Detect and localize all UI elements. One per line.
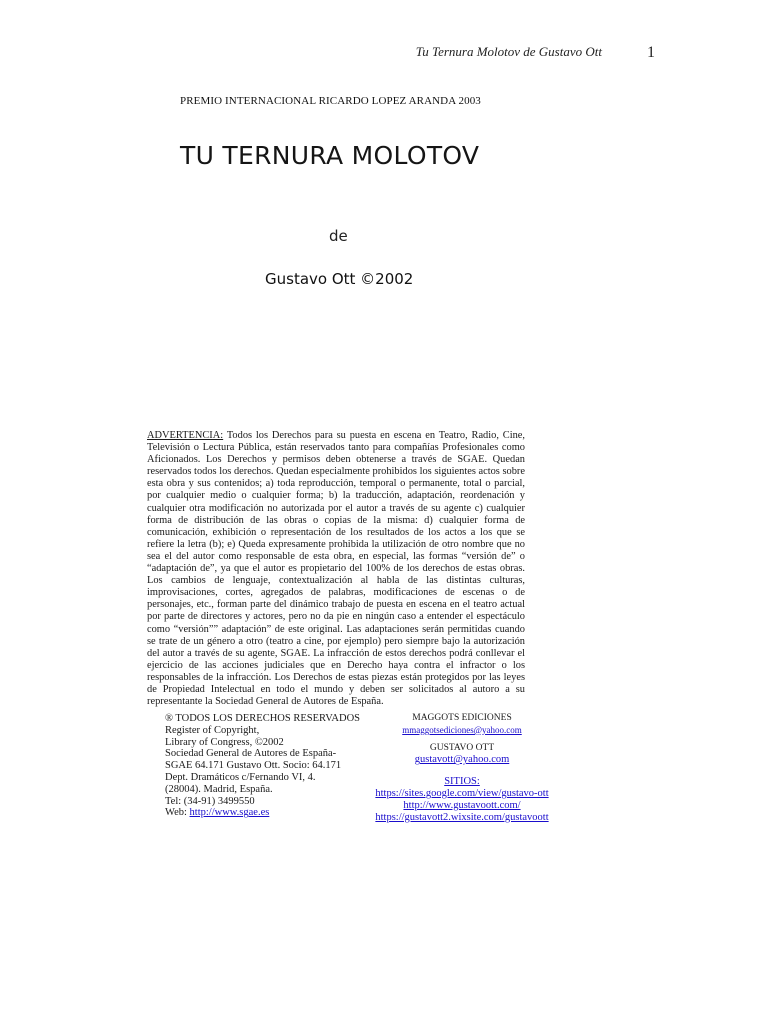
site-link-wixsite[interactable]: https://gustavott2.wixsite.com/gustavoott	[375, 811, 549, 823]
rights-line: Tel: (34-91) 3499550	[165, 795, 255, 807]
rights-line: (28004). Madrid, España.	[165, 783, 273, 795]
author-email-link[interactable]: gustavott@yahoo.com	[414, 754, 510, 766]
rights-line: Library of Congress, ©2002	[165, 736, 284, 748]
rights-line: SGAE 64.171 Gustavo Ott. Socio: 64.171	[165, 760, 342, 772]
rights-line: ® TODOS LOS DERECHOS RESERVADOS	[165, 713, 361, 724]
prize-line: PREMIO INTERNACIONAL RICARDO LOPEZ ARANDA 2003	[180, 95, 481, 107]
rights-line: Register of Copyright,	[165, 724, 260, 736]
warning-paragraph	[147, 430, 525, 708]
contact-block	[364, 713, 560, 823]
rights-line: Sociedad General de Autores de España-	[165, 748, 337, 760]
site-link-google[interactable]: https://sites.google.com/view/gustavo-ott	[375, 787, 549, 799]
author-contact-name: GUSTAVO OTT	[429, 742, 495, 753]
site-link-gustavoott[interactable]: http://www.gustavoott.com/	[403, 799, 521, 811]
play-title: TU TERNURA MOLOTOV	[180, 141, 480, 170]
author-line: Gustavo Ott ©2002	[265, 270, 414, 288]
rights-line: Dept. Dramáticos c/Fernando VI, 4.	[165, 771, 316, 783]
warning-lead: ADVERTENCIA:	[147, 430, 224, 441]
web-label: Web:	[165, 807, 187, 819]
page-number: 1	[647, 44, 655, 61]
web-line	[165, 807, 355, 819]
rights-block	[165, 713, 361, 819]
publisher-email-link[interactable]: mmaggotsediciones@yahoo.com	[402, 724, 522, 735]
sgae-web-link[interactable]: http://www.sgae.es	[189, 807, 270, 819]
sites-label-link[interactable]: SITIOS:	[444, 776, 480, 788]
publisher-name: MAGGOTS EDICIONES	[412, 713, 512, 723]
warning-text: Todos los Derechos para su puesta en escena en Teatro, Radio, Cine, Televisión o Lectura Pública, están reservados tanto para compañías Profesionales como Aficionados. Los Derechos y permisos deben obtenerse a través de SGAE. Quedan reservados todos los derechos. Quedan especialmente prohibidos los siguientes actos sobre esta obra y sus contenidos; a) toda reproducción, temporal o permanente, total o parcial, por cualquier medio o cualquier forma; b) la traducción, adaptación, reordenación y cualquier otra modificación no autorizada por el autor a través de su agente c) cualquier forma de distribución de las obras o copias de la misma: d) cualquier forma de comunicación, exhibición o representación de los resultados de los actos a los que se refiere la letra (b); e) Queda expresamente prohibida la utilización de otro nombre que no sea el del autor como responsable de esta obra, en especial, las formas “versión de” o “adaptación de”, ya que el autor es propietario del 100% de los derechos de estas obras. Los cambios de lenguaje, contextualización al habla de las distintas culturas, improvisaciones, cortes, agregados de palabras, modificaciones de escenas o de personajes, etc., forman parte del dinámico trabajo de puesta en escena en el teatro actual por parte de directores y actores, pero no da pie en ningún caso a entender el espectáculo como “versión”” adaptación” de este original. Las adaptaciones serán permitidas cuando se trate de un género a otro (teatro a cine, por ejemplo) pero siempre bajo la autorización del autor a través de su agente, SGAE. La infracción de estos derechos podrá conllevar el ejercicio de las acciones judiciales que en Derecho haya contra el infractor o los responsables de la infracción. Los Derechos de estas piezas están protegidos por las leyes de Propiedad Intelectual en todo el mundo y deben ser solicitados al autoro a su representante la Sociedad General de Autores de España.	[147, 430, 525, 708]
by-line: de	[329, 227, 348, 245]
running-header-title: Tu Ternura Molotov de Gustavo Ott	[415, 44, 602, 59]
